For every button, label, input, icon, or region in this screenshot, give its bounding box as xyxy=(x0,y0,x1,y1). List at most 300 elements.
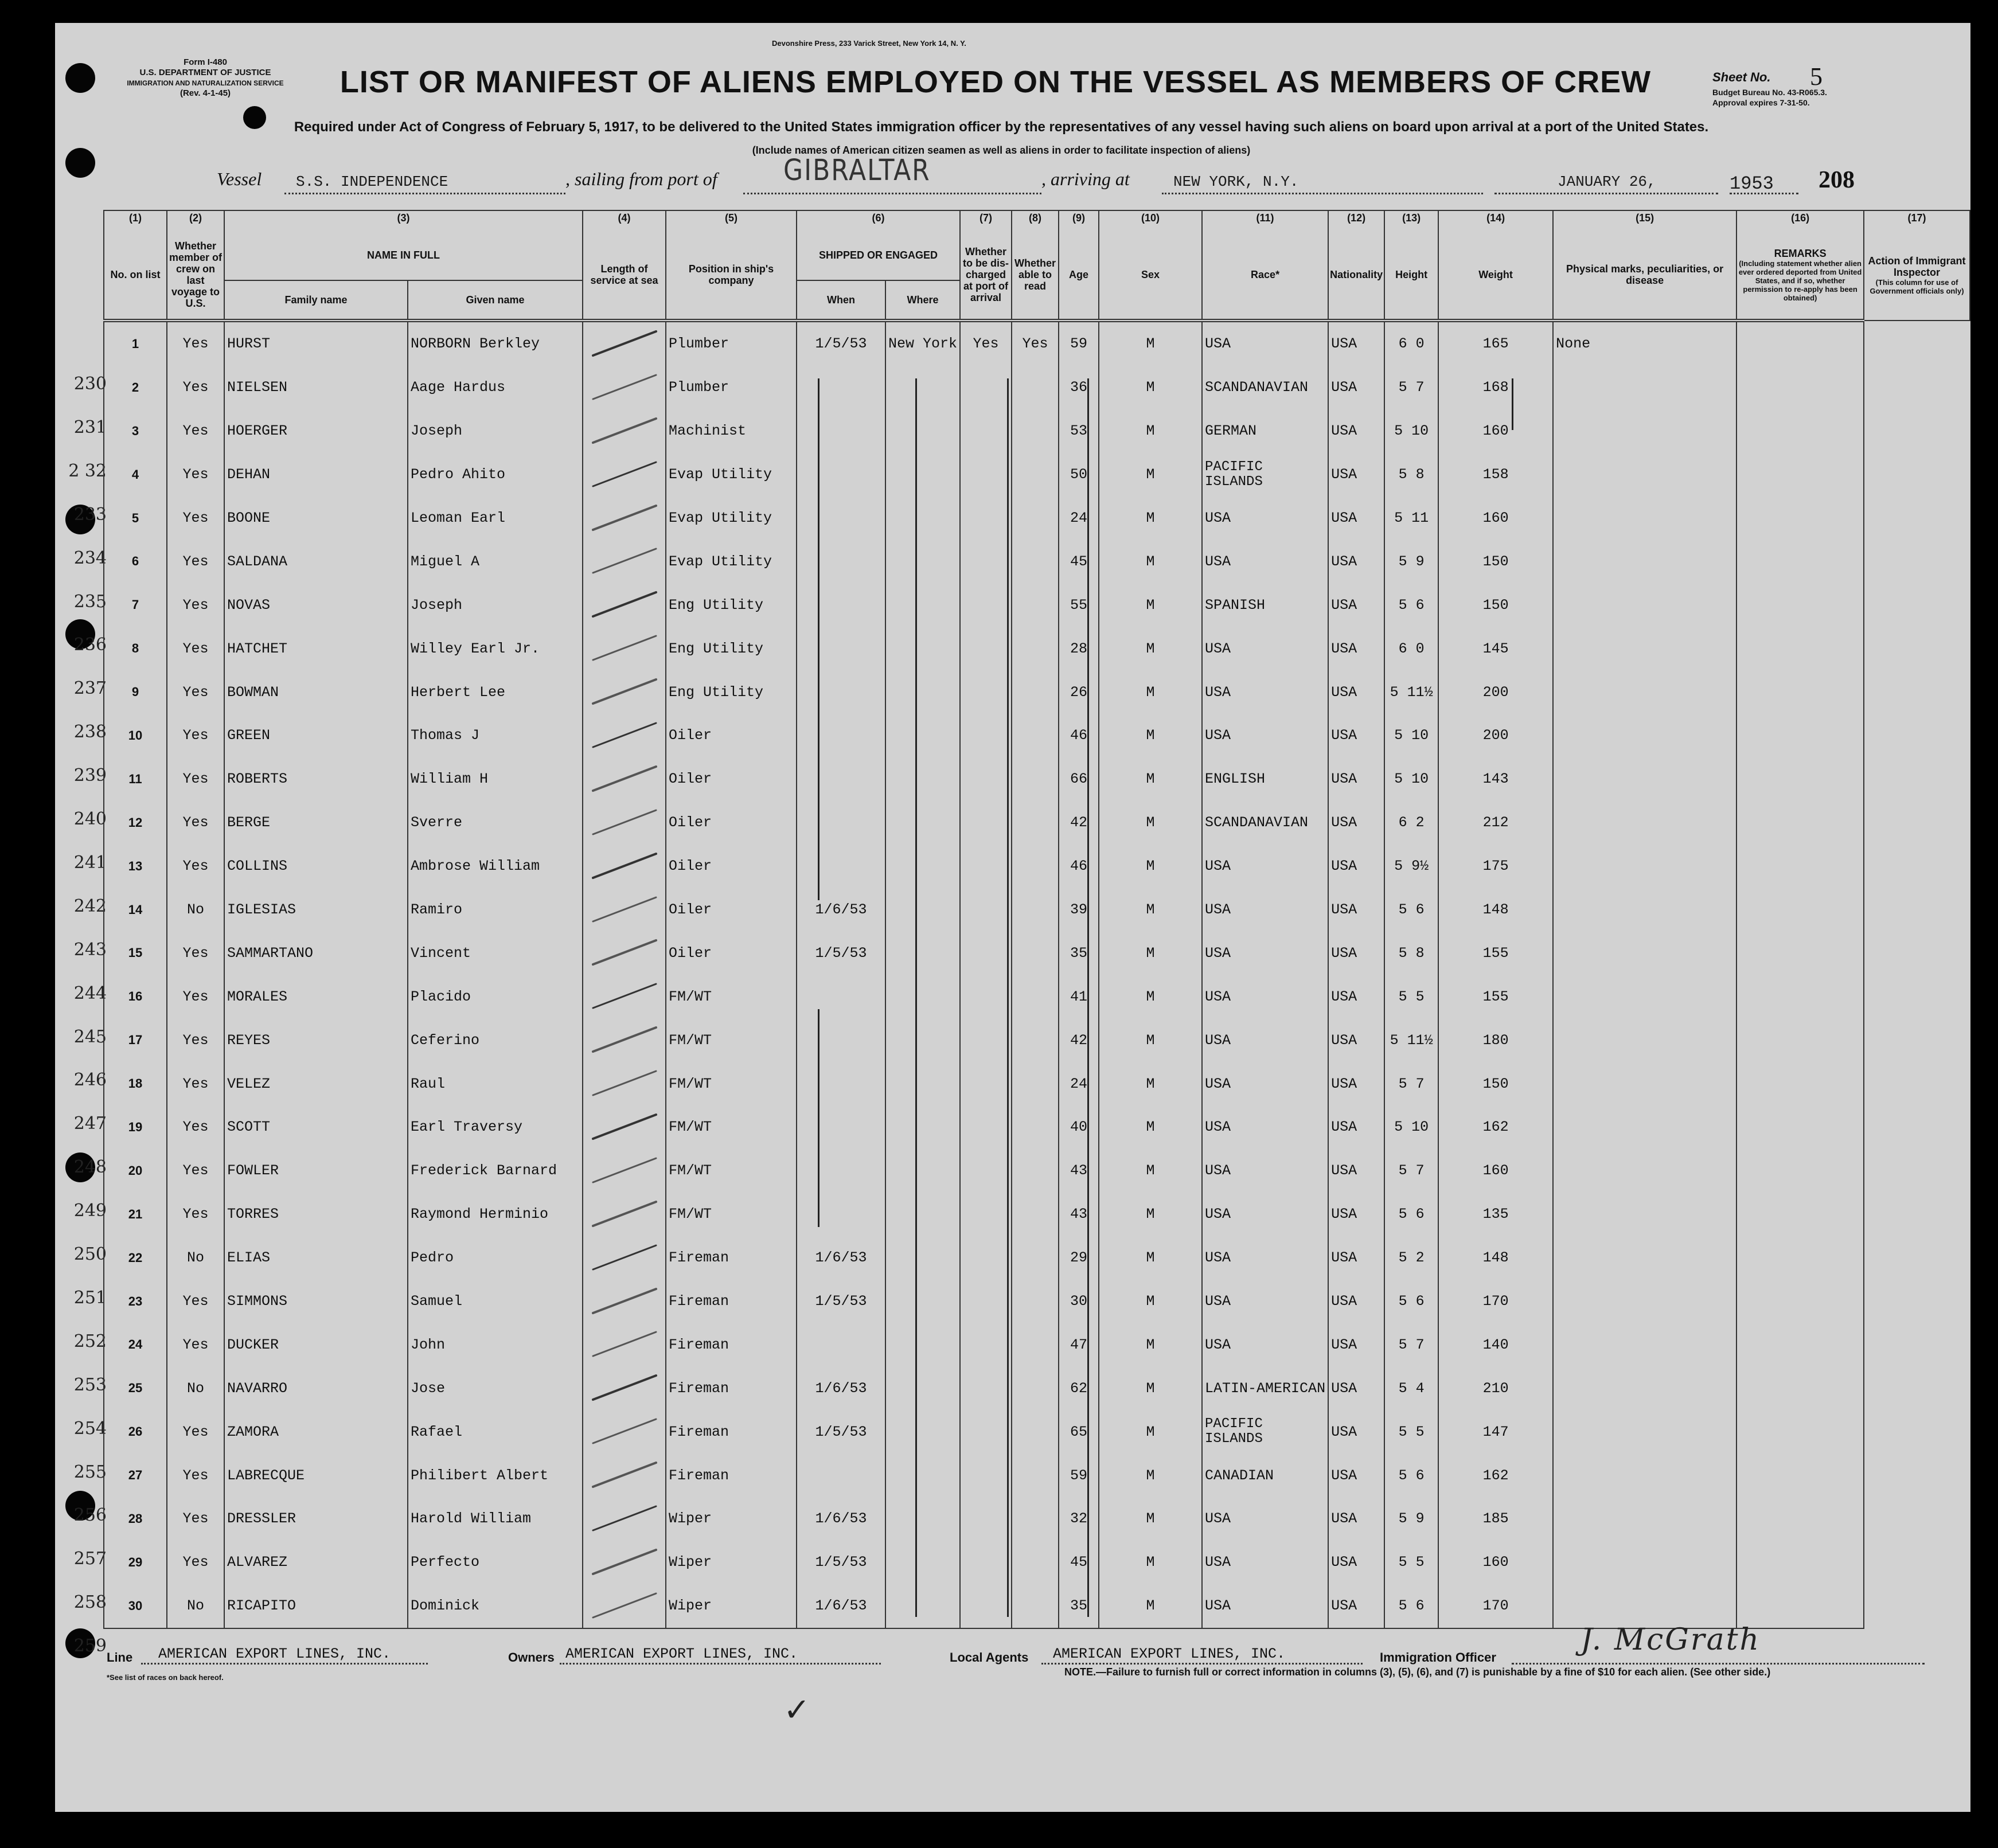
cell-weight[interactable]: 150 xyxy=(1438,583,1553,627)
cell-length-service[interactable] xyxy=(583,1410,666,1454)
cell-discharged-flag[interactable] xyxy=(960,583,1012,627)
cell-discharged-flag[interactable] xyxy=(960,1280,1012,1323)
cell-inspector-action[interactable] xyxy=(1736,1366,1864,1410)
cell-race[interactable]: USA xyxy=(1202,627,1328,670)
cell-nationality[interactable]: USA xyxy=(1328,757,1384,801)
date-field[interactable] xyxy=(1494,173,1718,194)
cell-sex[interactable]: M xyxy=(1099,366,1202,409)
cell-inspector-action[interactable] xyxy=(1736,931,1864,975)
cell-length-service[interactable] xyxy=(583,540,666,583)
cell-discharged-flag[interactable] xyxy=(960,801,1012,845)
cell-list-number[interactable]: 19 xyxy=(104,1105,167,1149)
cell-length-service[interactable] xyxy=(583,1497,666,1541)
officer-field[interactable] xyxy=(1512,1623,1925,1665)
cell-sex[interactable]: M xyxy=(1099,321,1202,366)
cell-position[interactable]: Evap Utility xyxy=(666,540,797,583)
cell-inspector-action[interactable] xyxy=(1736,801,1864,845)
cell-discharged-flag[interactable] xyxy=(960,366,1012,409)
cell-race[interactable]: USA xyxy=(1202,1105,1328,1149)
cell-weight[interactable]: 148 xyxy=(1438,1236,1553,1280)
cell-length-service[interactable] xyxy=(583,1454,666,1497)
cell-weight[interactable]: 148 xyxy=(1438,888,1553,932)
cell-family-name[interactable]: REYES xyxy=(224,1018,408,1062)
cell-list-number[interactable]: 25 xyxy=(104,1366,167,1410)
cell-length-service[interactable] xyxy=(583,757,666,801)
cell-member-flag[interactable]: Yes xyxy=(167,845,224,888)
cell-shipped-where[interactable] xyxy=(885,1018,960,1062)
cell-age[interactable]: 62 xyxy=(1059,1366,1099,1410)
cell-sex[interactable]: M xyxy=(1099,1236,1202,1280)
cell-family-name[interactable]: BOWMAN xyxy=(224,670,408,714)
cell-shipped-when[interactable] xyxy=(797,366,885,409)
cell-length-service[interactable] xyxy=(583,845,666,888)
cell-given-name[interactable]: Rafael xyxy=(408,1410,583,1454)
cell-sex[interactable]: M xyxy=(1099,975,1202,1018)
cell-height[interactable]: 5 8 xyxy=(1384,931,1438,975)
cell-discharged-flag[interactable] xyxy=(960,1062,1012,1105)
cell-nationality[interactable]: USA xyxy=(1328,1149,1384,1193)
cell-length-service[interactable] xyxy=(583,801,666,845)
cell-age[interactable]: 59 xyxy=(1059,321,1099,366)
cell-shipped-where[interactable] xyxy=(885,1454,960,1497)
cell-position[interactable]: FM/WT xyxy=(666,1193,797,1236)
cell-age[interactable]: 24 xyxy=(1059,1062,1099,1105)
cell-family-name[interactable]: DUCKER xyxy=(224,1323,408,1366)
cell-height[interactable]: 5 6 xyxy=(1384,1193,1438,1236)
cell-shipped-when[interactable] xyxy=(797,1018,885,1062)
cell-family-name[interactable]: SALDANA xyxy=(224,540,408,583)
cell-physical-marks[interactable] xyxy=(1553,1323,1736,1366)
cell-position[interactable]: Eng Utility xyxy=(666,670,797,714)
cell-height[interactable]: 5 5 xyxy=(1384,1541,1438,1584)
cell-height[interactable]: 6 2 xyxy=(1384,801,1438,845)
cell-inspector-action[interactable] xyxy=(1736,1454,1864,1497)
cell-inspector-action[interactable] xyxy=(1736,540,1864,583)
cell-weight[interactable]: 160 xyxy=(1438,1149,1553,1193)
cell-physical-marks[interactable]: None xyxy=(1553,321,1736,366)
cell-height[interactable]: 5 7 xyxy=(1384,1323,1438,1366)
cell-age[interactable]: 42 xyxy=(1059,1018,1099,1062)
cell-race[interactable]: LATIN-AMERICAN xyxy=(1202,1366,1328,1410)
cell-age[interactable]: 43 xyxy=(1059,1149,1099,1193)
cell-inspector-action[interactable] xyxy=(1736,1018,1864,1062)
cell-sex[interactable]: M xyxy=(1099,1541,1202,1584)
cell-position[interactable]: Oiler xyxy=(666,757,797,801)
cell-member-flag[interactable]: No xyxy=(167,1584,224,1628)
cell-age[interactable]: 41 xyxy=(1059,975,1099,1018)
cell-given-name[interactable]: Sverre xyxy=(408,801,583,845)
cell-discharged-flag[interactable] xyxy=(960,670,1012,714)
cell-list-number[interactable]: 13 xyxy=(104,845,167,888)
cell-list-number[interactable]: 21 xyxy=(104,1193,167,1236)
cell-discharged-flag[interactable] xyxy=(960,1018,1012,1062)
cell-height[interactable]: 6 0 xyxy=(1384,321,1438,366)
cell-given-name[interactable]: John xyxy=(408,1323,583,1366)
cell-position[interactable]: Fireman xyxy=(666,1454,797,1497)
cell-family-name[interactable]: SAMMARTANO xyxy=(224,931,408,975)
cell-physical-marks[interactable] xyxy=(1553,1584,1736,1628)
cell-shipped-where[interactable] xyxy=(885,975,960,1018)
cell-nationality[interactable]: USA xyxy=(1328,931,1384,975)
year-field[interactable] xyxy=(1730,173,1798,194)
cell-shipped-when[interactable] xyxy=(797,453,885,497)
cell-age[interactable]: 36 xyxy=(1059,366,1099,409)
cell-discharged-flag[interactable] xyxy=(960,1366,1012,1410)
cell-nationality[interactable]: USA xyxy=(1328,1193,1384,1236)
cell-physical-marks[interactable] xyxy=(1553,1410,1736,1454)
cell-shipped-when[interactable] xyxy=(797,1323,885,1366)
cell-read-flag[interactable] xyxy=(1012,975,1059,1018)
cell-given-name[interactable]: Philibert Albert xyxy=(408,1454,583,1497)
cell-weight[interactable]: 135 xyxy=(1438,1193,1553,1236)
cell-shipped-when[interactable] xyxy=(797,627,885,670)
cell-sex[interactable]: M xyxy=(1099,801,1202,845)
cell-physical-marks[interactable] xyxy=(1553,540,1736,583)
cell-length-service[interactable] xyxy=(583,670,666,714)
cell-discharged-flag[interactable] xyxy=(960,409,1012,453)
cell-age[interactable]: 47 xyxy=(1059,1323,1099,1366)
cell-read-flag[interactable] xyxy=(1012,1541,1059,1584)
cell-shipped-where[interactable] xyxy=(885,1280,960,1323)
cell-race[interactable]: USA xyxy=(1202,714,1328,757)
cell-inspector-action[interactable] xyxy=(1736,1497,1864,1541)
cell-read-flag[interactable] xyxy=(1012,801,1059,845)
cell-nationality[interactable]: USA xyxy=(1328,801,1384,845)
cell-weight[interactable]: 200 xyxy=(1438,714,1553,757)
cell-list-number[interactable]: 17 xyxy=(104,1018,167,1062)
cell-age[interactable]: 24 xyxy=(1059,497,1099,540)
cell-shipped-when[interactable] xyxy=(797,540,885,583)
cell-read-flag[interactable] xyxy=(1012,1323,1059,1366)
cell-length-service[interactable] xyxy=(583,409,666,453)
cell-list-number[interactable]: 4 xyxy=(104,453,167,497)
cell-discharged-flag[interactable] xyxy=(960,1149,1012,1193)
cell-race[interactable]: USA xyxy=(1202,540,1328,583)
cell-list-number[interactable]: 3 xyxy=(104,409,167,453)
cell-member-flag[interactable]: Yes xyxy=(167,583,224,627)
cell-sex[interactable]: M xyxy=(1099,1280,1202,1323)
cell-shipped-when[interactable] xyxy=(797,1454,885,1497)
cell-sex[interactable]: M xyxy=(1099,497,1202,540)
cell-member-flag[interactable]: Yes xyxy=(167,627,224,670)
cell-position[interactable]: FM/WT xyxy=(666,1018,797,1062)
cell-age[interactable]: 46 xyxy=(1059,714,1099,757)
cell-race[interactable]: USA xyxy=(1202,845,1328,888)
cell-position[interactable]: Eng Utility xyxy=(666,583,797,627)
cell-discharged-flag[interactable] xyxy=(960,1410,1012,1454)
cell-member-flag[interactable]: No xyxy=(167,1366,224,1410)
cell-position[interactable]: Wiper xyxy=(666,1584,797,1628)
cell-shipped-when[interactable]: 1/5/53 xyxy=(797,1280,885,1323)
cell-age[interactable]: 32 xyxy=(1059,1497,1099,1541)
cell-shipped-where[interactable]: New York xyxy=(885,321,960,366)
cell-height[interactable]: 5 10 xyxy=(1384,409,1438,453)
cell-read-flag[interactable] xyxy=(1012,1062,1059,1105)
cell-age[interactable]: 65 xyxy=(1059,1410,1099,1454)
cell-member-flag[interactable]: Yes xyxy=(167,1193,224,1236)
cell-list-number[interactable]: 7 xyxy=(104,583,167,627)
cell-read-flag[interactable] xyxy=(1012,453,1059,497)
cell-nationality[interactable]: USA xyxy=(1328,583,1384,627)
cell-shipped-when[interactable] xyxy=(797,1105,885,1149)
cell-member-flag[interactable]: Yes xyxy=(167,1149,224,1193)
cell-sex[interactable]: M xyxy=(1099,409,1202,453)
cell-member-flag[interactable]: Yes xyxy=(167,453,224,497)
cell-height[interactable]: 5 11 xyxy=(1384,497,1438,540)
cell-race[interactable]: USA xyxy=(1202,1280,1328,1323)
cell-member-flag[interactable]: Yes xyxy=(167,1062,224,1105)
cell-height[interactable]: 5 10 xyxy=(1384,714,1438,757)
cell-race[interactable]: USA xyxy=(1202,931,1328,975)
cell-shipped-where[interactable] xyxy=(885,497,960,540)
cell-sex[interactable]: M xyxy=(1099,540,1202,583)
cell-inspector-action[interactable] xyxy=(1736,1584,1864,1628)
cell-family-name[interactable]: BOONE xyxy=(224,497,408,540)
cell-family-name[interactable]: NIELSEN xyxy=(224,366,408,409)
cell-sex[interactable]: M xyxy=(1099,583,1202,627)
cell-member-flag[interactable]: Yes xyxy=(167,801,224,845)
cell-race[interactable]: USA xyxy=(1202,975,1328,1018)
cell-race[interactable]: SCANDANAVIAN xyxy=(1202,366,1328,409)
cell-height[interactable]: 5 5 xyxy=(1384,975,1438,1018)
cell-nationality[interactable]: USA xyxy=(1328,975,1384,1018)
cell-race[interactable]: GERMAN xyxy=(1202,409,1328,453)
cell-nationality[interactable]: USA xyxy=(1328,321,1384,366)
cell-read-flag[interactable] xyxy=(1012,366,1059,409)
cell-given-name[interactable]: Raymond Herminio xyxy=(408,1193,583,1236)
cell-family-name[interactable]: GREEN xyxy=(224,714,408,757)
cell-age[interactable]: 40 xyxy=(1059,1105,1099,1149)
cell-shipped-when[interactable] xyxy=(797,409,885,453)
cell-given-name[interactable]: NORBORN Berkley xyxy=(408,321,583,366)
cell-family-name[interactable]: VELEZ xyxy=(224,1062,408,1105)
cell-inspector-action[interactable] xyxy=(1736,583,1864,627)
cell-race[interactable]: SCANDANAVIAN xyxy=(1202,801,1328,845)
cell-position[interactable]: Oiler xyxy=(666,888,797,932)
cell-height[interactable]: 5 10 xyxy=(1384,1105,1438,1149)
cell-given-name[interactable]: Earl Traversy xyxy=(408,1105,583,1149)
cell-member-flag[interactable]: Yes xyxy=(167,1105,224,1149)
cell-read-flag[interactable] xyxy=(1012,1454,1059,1497)
cell-shipped-when[interactable] xyxy=(797,1193,885,1236)
cell-physical-marks[interactable] xyxy=(1553,757,1736,801)
cell-sex[interactable]: M xyxy=(1099,845,1202,888)
cell-member-flag[interactable]: Yes xyxy=(167,366,224,409)
cell-member-flag[interactable]: Yes xyxy=(167,931,224,975)
cell-member-flag[interactable]: Yes xyxy=(167,1323,224,1366)
cell-shipped-when[interactable] xyxy=(797,1062,885,1105)
cell-age[interactable]: 28 xyxy=(1059,627,1099,670)
cell-discharged-flag[interactable] xyxy=(960,888,1012,932)
cell-member-flag[interactable]: Yes xyxy=(167,1280,224,1323)
cell-family-name[interactable]: HURST xyxy=(224,321,408,366)
cell-height[interactable]: 5 4 xyxy=(1384,1366,1438,1410)
cell-nationality[interactable]: USA xyxy=(1328,366,1384,409)
cell-height[interactable]: 5 9 xyxy=(1384,1497,1438,1541)
owners-field[interactable] xyxy=(560,1646,881,1665)
cell-weight[interactable]: 185 xyxy=(1438,1497,1553,1541)
cell-position[interactable]: Plumber xyxy=(666,366,797,409)
cell-shipped-where[interactable] xyxy=(885,845,960,888)
line-field[interactable] xyxy=(141,1646,428,1665)
cell-length-service[interactable] xyxy=(583,714,666,757)
cell-physical-marks[interactable] xyxy=(1553,670,1736,714)
cell-discharged-flag[interactable] xyxy=(960,1236,1012,1280)
cell-family-name[interactable]: SCOTT xyxy=(224,1105,408,1149)
cell-inspector-action[interactable] xyxy=(1736,409,1864,453)
cell-physical-marks[interactable] xyxy=(1553,714,1736,757)
cell-physical-marks[interactable] xyxy=(1553,1018,1736,1062)
cell-member-flag[interactable]: Yes xyxy=(167,1410,224,1454)
cell-age[interactable]: 66 xyxy=(1059,757,1099,801)
cell-shipped-where[interactable] xyxy=(885,583,960,627)
cell-family-name[interactable]: RICAPITO xyxy=(224,1584,408,1628)
cell-given-name[interactable]: Samuel xyxy=(408,1280,583,1323)
cell-length-service[interactable] xyxy=(583,975,666,1018)
cell-position[interactable]: Plumber xyxy=(666,321,797,366)
cell-sex[interactable]: M xyxy=(1099,888,1202,932)
cell-inspector-action[interactable] xyxy=(1736,1280,1864,1323)
cell-position[interactable]: Evap Utility xyxy=(666,453,797,497)
cell-family-name[interactable]: LABRECQUE xyxy=(224,1454,408,1497)
cell-length-service[interactable] xyxy=(583,366,666,409)
cell-height[interactable]: 6 0 xyxy=(1384,627,1438,670)
cell-physical-marks[interactable] xyxy=(1553,888,1736,932)
cell-family-name[interactable]: SIMMONS xyxy=(224,1280,408,1323)
cell-length-service[interactable] xyxy=(583,1366,666,1410)
cell-given-name[interactable]: Raul xyxy=(408,1062,583,1105)
cell-nationality[interactable]: USA xyxy=(1328,670,1384,714)
cell-shipped-where[interactable] xyxy=(885,888,960,932)
cell-age[interactable]: 39 xyxy=(1059,888,1099,932)
cell-read-flag[interactable] xyxy=(1012,1584,1059,1628)
cell-member-flag[interactable]: Yes xyxy=(167,1541,224,1584)
cell-given-name[interactable]: Miguel A xyxy=(408,540,583,583)
cell-shipped-when[interactable]: 1/5/53 xyxy=(797,1410,885,1454)
cell-position[interactable]: Evap Utility xyxy=(666,497,797,540)
cell-position[interactable]: FM/WT xyxy=(666,975,797,1018)
cell-list-number[interactable]: 2 xyxy=(104,366,167,409)
cell-height[interactable]: 5 10 xyxy=(1384,757,1438,801)
cell-race[interactable]: PACIFIC ISLANDS xyxy=(1202,453,1328,497)
cell-read-flag[interactable] xyxy=(1012,1497,1059,1541)
cell-position[interactable]: Oiler xyxy=(666,845,797,888)
cell-given-name[interactable]: Placido xyxy=(408,975,583,1018)
cell-list-number[interactable]: 14 xyxy=(104,888,167,932)
cell-race[interactable]: ENGLISH xyxy=(1202,757,1328,801)
cell-given-name[interactable]: Frederick Barnard xyxy=(408,1149,583,1193)
cell-length-service[interactable] xyxy=(583,1149,666,1193)
cell-read-flag[interactable] xyxy=(1012,583,1059,627)
cell-length-service[interactable] xyxy=(583,1236,666,1280)
cell-race[interactable]: CANADIAN xyxy=(1202,1454,1328,1497)
cell-weight[interactable]: 140 xyxy=(1438,1323,1553,1366)
cell-member-flag[interactable]: Yes xyxy=(167,409,224,453)
cell-height[interactable]: 5 7 xyxy=(1384,1149,1438,1193)
cell-nationality[interactable]: USA xyxy=(1328,627,1384,670)
cell-given-name[interactable]: Ramiro xyxy=(408,888,583,932)
cell-position[interactable]: FM/WT xyxy=(666,1062,797,1105)
cell-height[interactable]: 5 9 xyxy=(1384,540,1438,583)
cell-read-flag[interactable] xyxy=(1012,888,1059,932)
cell-member-flag[interactable]: Yes xyxy=(167,497,224,540)
cell-family-name[interactable]: DRESSLER xyxy=(224,1497,408,1541)
cell-shipped-where[interactable] xyxy=(885,1105,960,1149)
cell-list-number[interactable]: 23 xyxy=(104,1280,167,1323)
cell-weight[interactable]: 210 xyxy=(1438,1366,1553,1410)
cell-member-flag[interactable]: No xyxy=(167,888,224,932)
cell-weight[interactable]: 160 xyxy=(1438,1541,1553,1584)
cell-discharged-flag[interactable] xyxy=(960,540,1012,583)
cell-weight[interactable]: 158 xyxy=(1438,453,1553,497)
cell-weight[interactable]: 150 xyxy=(1438,1062,1553,1105)
cell-weight[interactable]: 200 xyxy=(1438,670,1553,714)
cell-position[interactable]: Fireman xyxy=(666,1323,797,1366)
cell-race[interactable]: USA xyxy=(1202,1018,1328,1062)
cell-inspector-action[interactable] xyxy=(1736,888,1864,932)
cell-weight[interactable]: 170 xyxy=(1438,1584,1553,1628)
cell-position[interactable]: Fireman xyxy=(666,1280,797,1323)
cell-sex[interactable]: M xyxy=(1099,1105,1202,1149)
cell-read-flag[interactable] xyxy=(1012,931,1059,975)
cell-given-name[interactable]: Ambrose William xyxy=(408,845,583,888)
cell-discharged-flag[interactable] xyxy=(960,975,1012,1018)
cell-physical-marks[interactable] xyxy=(1553,1497,1736,1541)
cell-family-name[interactable]: ELIAS xyxy=(224,1236,408,1280)
cell-given-name[interactable]: Dominick xyxy=(408,1584,583,1628)
cell-physical-marks[interactable] xyxy=(1553,453,1736,497)
cell-shipped-where[interactable] xyxy=(885,931,960,975)
cell-age[interactable]: 46 xyxy=(1059,845,1099,888)
cell-list-number[interactable]: 18 xyxy=(104,1062,167,1105)
cell-shipped-where[interactable] xyxy=(885,1062,960,1105)
cell-shipped-where[interactable] xyxy=(885,714,960,757)
cell-family-name[interactable]: MORALES xyxy=(224,975,408,1018)
cell-weight[interactable]: 160 xyxy=(1438,409,1553,453)
cell-weight[interactable]: 150 xyxy=(1438,540,1553,583)
cell-position[interactable]: FM/WT xyxy=(666,1105,797,1149)
cell-sex[interactable]: M xyxy=(1099,1454,1202,1497)
cell-discharged-flag[interactable] xyxy=(960,1193,1012,1236)
cell-discharged-flag[interactable] xyxy=(960,1497,1012,1541)
cell-nationality[interactable]: USA xyxy=(1328,1497,1384,1541)
cell-height[interactable]: 5 7 xyxy=(1384,366,1438,409)
cell-length-service[interactable] xyxy=(583,583,666,627)
cell-race[interactable]: USA xyxy=(1202,1584,1328,1628)
cell-family-name[interactable]: HATCHET xyxy=(224,627,408,670)
cell-member-flag[interactable]: Yes xyxy=(167,714,224,757)
cell-member-flag[interactable]: Yes xyxy=(167,540,224,583)
cell-inspector-action[interactable] xyxy=(1736,845,1864,888)
cell-shipped-when[interactable] xyxy=(797,714,885,757)
cell-physical-marks[interactable] xyxy=(1553,1149,1736,1193)
cell-physical-marks[interactable] xyxy=(1553,583,1736,627)
cell-length-service[interactable] xyxy=(583,931,666,975)
cell-age[interactable]: 45 xyxy=(1059,540,1099,583)
cell-height[interactable]: 5 7 xyxy=(1384,1062,1438,1105)
cell-shipped-when[interactable] xyxy=(797,497,885,540)
cell-physical-marks[interactable] xyxy=(1553,931,1736,975)
cell-physical-marks[interactable] xyxy=(1553,975,1736,1018)
cell-sex[interactable]: M xyxy=(1099,1410,1202,1454)
cell-shipped-when[interactable]: 1/5/53 xyxy=(797,931,885,975)
cell-age[interactable]: 35 xyxy=(1059,1584,1099,1628)
cell-sex[interactable]: M xyxy=(1099,1062,1202,1105)
cell-physical-marks[interactable] xyxy=(1553,1280,1736,1323)
cell-weight[interactable]: 168 xyxy=(1438,366,1553,409)
cell-length-service[interactable] xyxy=(583,627,666,670)
cell-race[interactable]: SPANISH xyxy=(1202,583,1328,627)
